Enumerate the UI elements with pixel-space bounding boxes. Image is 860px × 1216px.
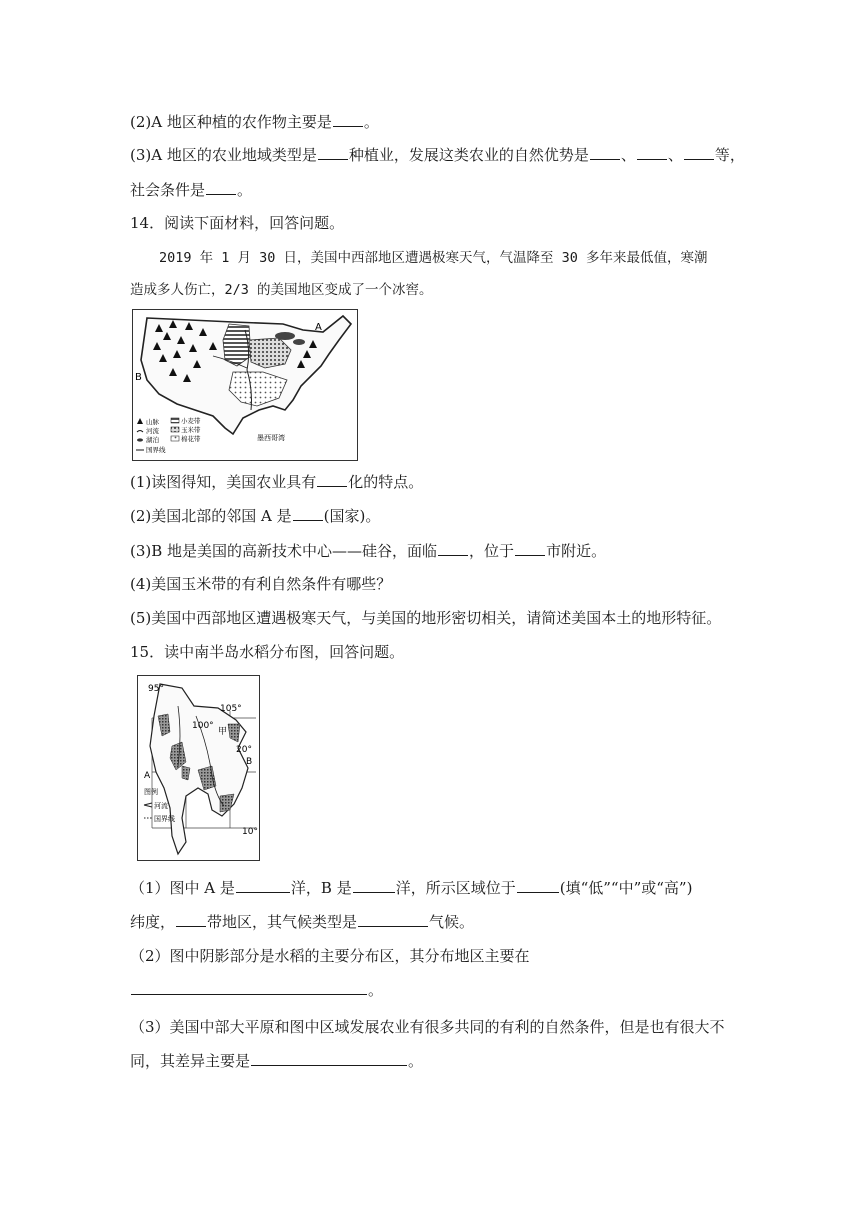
answer-blank[interactable] [637, 145, 667, 160]
svg-text:玉米带: 玉米带 [181, 426, 201, 434]
q15-sub2-answer: 。 [130, 980, 383, 1000]
answer-blank[interactable] [590, 145, 620, 160]
answer-blank[interactable] [517, 878, 559, 893]
lat-10-label: 10° [242, 827, 258, 837]
answer-blank[interactable] [438, 541, 468, 556]
label-b: B [246, 757, 253, 767]
svg-text:河流: 河流 [146, 427, 159, 435]
answer-blank[interactable] [236, 878, 290, 893]
lon-95-label: 95° [148, 684, 164, 694]
map-legend [136, 416, 201, 454]
svg-text:图例: 图例 [144, 788, 158, 796]
answer-blank[interactable] [318, 145, 348, 160]
answer-blank[interactable] [515, 541, 545, 556]
svg-text:国界线: 国界线 [146, 446, 166, 454]
answer-blank[interactable] [293, 506, 323, 521]
q15-sub1-cont: 纬度， 带地区，其气候类型是 气候。 [130, 913, 475, 931]
q14-sub1: (1)读图得知，美国农业具有 化的特点。 [130, 473, 424, 491]
great-lakes [293, 339, 305, 345]
indochina-rice-map [137, 675, 260, 861]
lon-105-label: 105° [220, 704, 242, 714]
q15-sub2: （2）图中阴影部分是水稻的主要分布区，其分布地区主要在 [130, 947, 530, 965]
svg-text:小麦带: 小麦带 [181, 417, 201, 425]
q13-sub3-cont: 社会条件是 。 [130, 181, 253, 199]
q15-sub1: （1）图中 A 是 洋，B 是 洋，所示区域位于 (填“低”“中”或“高”) [130, 879, 693, 897]
label-b: B [135, 372, 142, 383]
q15-heading: 15．读中南半岛水稻分布图，回答问题。 [130, 643, 405, 661]
label-a: A [315, 322, 322, 333]
answer-blank[interactable] [333, 112, 363, 127]
q14-sub2: (2)美国北部的邻国 A 是 (国家)。 [130, 507, 381, 525]
lon-100-label: 100° [192, 721, 214, 731]
q14-sub3: (3)B 地是美国的高新技术中心——硅谷，面临 ，位于 市附近。 [130, 542, 607, 560]
q14-material-line1: 2019 年 1 月 30 日，美国中西部地区遭遇极寒天气，气温降至 30 多年来最低值，寒潮 [159, 250, 708, 266]
svg-text:河流: 河流 [154, 802, 168, 810]
q14-sub5: (5)美国中西部地区遭遇极寒天气，与美国的地形密切相关，请简述美国本土的地形特征。 [130, 609, 722, 627]
answer-blank[interactable] [358, 912, 428, 927]
great-lakes [275, 332, 295, 340]
q14-material-line2: 造成多人伤亡，2/3 的美国地区变成了一个冰窖。 [130, 282, 433, 298]
label-jia: 甲 [218, 727, 228, 737]
answer-blank[interactable] [317, 472, 347, 487]
q13-sub2: (2)A 地区种植的农作物主要是 。 [130, 113, 379, 131]
q14-sub4: (4)美国玉米带的有利自然条件有哪些？ [130, 575, 392, 593]
svg-text:国界线: 国界线 [154, 815, 175, 823]
q14-heading: 14．阅读下面材料，回答问题。 [130, 214, 345, 232]
q13-sub3: (3)A 地区的农业地域类型是 种植业，发展这类农业的自然优势是 、 、 等， [130, 146, 745, 164]
answer-blank[interactable] [176, 912, 206, 927]
usa-agriculture-map [132, 309, 358, 461]
svg-text:山脉: 山脉 [146, 418, 159, 426]
answer-blank[interactable] [131, 980, 367, 995]
q15-sub3: （3）美国中部大平原和图中区域发展农业有很多共同的有利的自然条件，但是也有很大不 [130, 1018, 725, 1036]
answer-blank[interactable] [251, 1051, 407, 1066]
answer-blank[interactable] [353, 878, 395, 893]
label-a: A [144, 771, 151, 781]
answer-blank[interactable] [684, 145, 714, 160]
answer-blank[interactable] [206, 180, 236, 195]
svg-text:湖泊: 湖泊 [146, 436, 159, 444]
svg-text:棉花带: 棉花带 [181, 435, 201, 443]
gulf-of-mexico-label: 墨西哥湾 [257, 434, 285, 442]
lat-20-label: 20° [236, 745, 252, 755]
q15-sub3-cont: 同，其差异主要是 。 [130, 1052, 424, 1070]
